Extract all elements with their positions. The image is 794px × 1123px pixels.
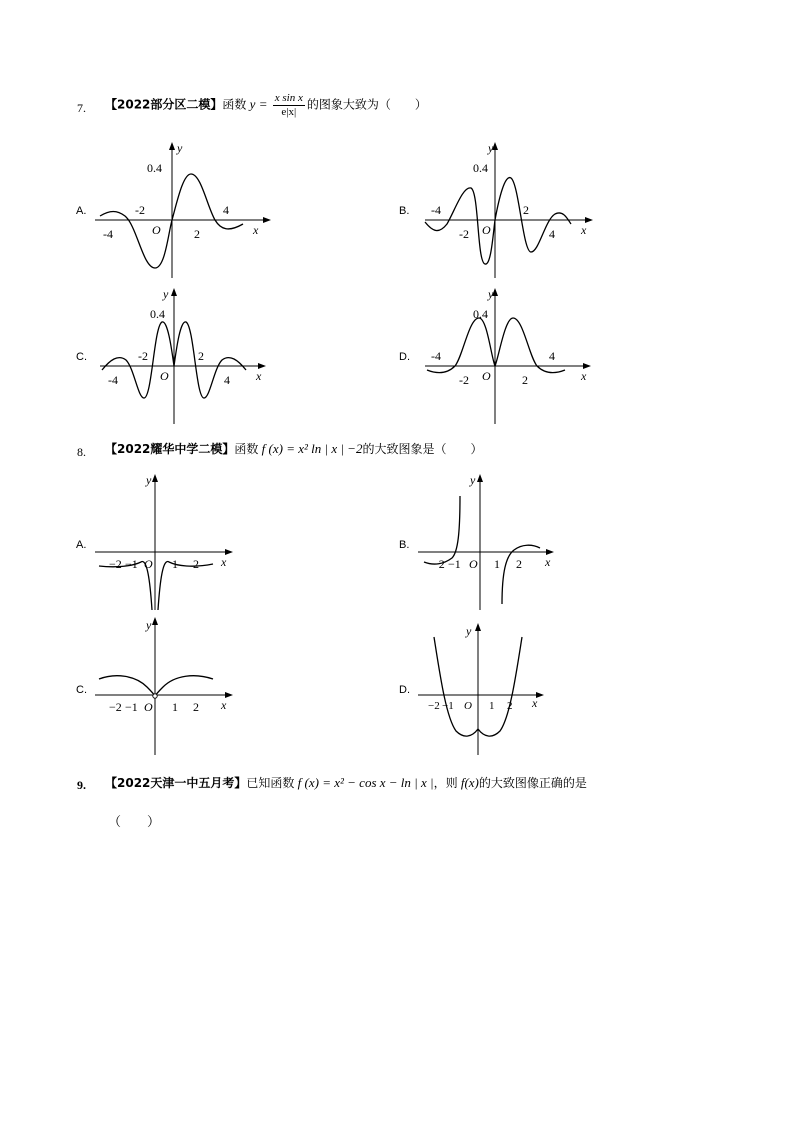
y-axis-label: y — [163, 287, 169, 301]
y-axis-arrow — [475, 623, 481, 631]
tick-label: O — [144, 700, 153, 714]
q7-graph-a — [95, 140, 275, 280]
tick-label: -4 — [431, 349, 441, 363]
q7-graph-b — [425, 140, 595, 280]
q8-option-d-label: D. — [399, 684, 410, 696]
tick-label: −2 — [109, 557, 122, 571]
y-axis-label: y — [488, 141, 494, 155]
tick-label: 2 — [507, 700, 513, 712]
tick-label: 2 — [522, 373, 528, 387]
x-axis-label: x — [256, 369, 262, 383]
tick-label: −2 — [109, 700, 122, 714]
origin-label: O — [152, 223, 161, 237]
q8-number: 8. — [77, 445, 86, 459]
tick-label: −2 — [428, 700, 440, 712]
tick-label: 0.4 — [147, 161, 162, 175]
tick-label: -4 — [103, 227, 113, 241]
tick-label: 2 — [523, 203, 529, 217]
q7-stem — [105, 92, 427, 119]
q7-func-lhs: y = — [249, 96, 268, 112]
q7-text-pre: 函数 — [222, 97, 247, 112]
x-axis-arrow — [263, 217, 271, 223]
x-axis-label: x — [221, 698, 227, 712]
x-axis-label: x — [581, 369, 587, 383]
tick-label: −1 — [442, 700, 454, 712]
q8-stem — [105, 441, 482, 457]
y-axis-label: y — [146, 618, 152, 632]
tick-label: 1 — [172, 700, 178, 714]
q7-frac-den: e|x| — [281, 106, 297, 118]
q8-graph-a — [95, 472, 245, 612]
tick-label: -2 — [459, 227, 469, 241]
q7-graph-d — [425, 286, 595, 426]
tick-label: O — [144, 557, 153, 571]
tick-label: 2 — [516, 557, 522, 571]
y-axis-label: y — [146, 473, 152, 487]
q9-source: 【2022天津一中五月考】 — [105, 776, 247, 790]
tick-label: 4 — [549, 349, 555, 363]
x-axis-label: x — [545, 555, 551, 569]
x-axis-label: x — [532, 696, 538, 710]
origin-hole — [153, 694, 157, 698]
q8-graph-b — [418, 472, 568, 617]
tick-label: 2 — [194, 227, 200, 241]
tick-label: −1 — [448, 557, 461, 571]
q8-option-b-label: B. — [399, 539, 410, 551]
y-axis-arrow — [477, 474, 483, 482]
q8-expr: f (x) = x² ln | x | −2 — [261, 441, 363, 456]
curve-right — [502, 545, 540, 604]
q9-stem — [105, 775, 587, 791]
tick-label: 1 — [489, 700, 495, 712]
q8-graph-c — [95, 615, 245, 760]
q7-option-b-label: B. — [399, 205, 410, 217]
tick-label: 0.4 — [473, 307, 488, 321]
q9-expr: f (x) = x² − cos x − ln | x | — [297, 775, 434, 790]
origin-label: O — [160, 369, 169, 383]
q8-text-post: 的大致图象是（ ） — [362, 442, 483, 456]
y-axis-label: y — [488, 287, 494, 301]
tick-label: 2 — [198, 349, 204, 363]
tick-label: 2 — [193, 557, 199, 571]
q7-graph-c — [100, 286, 280, 426]
q7-source: 【2022部分区二模】 — [105, 97, 223, 112]
x-axis-label: x — [253, 223, 259, 237]
tick-label: O — [464, 700, 472, 712]
curve-left — [424, 496, 460, 564]
y-axis-label: y — [466, 624, 472, 638]
q8-option-a-label: A. — [76, 539, 87, 551]
curve — [99, 676, 213, 696]
curve-right — [158, 562, 213, 610]
q8-text-pre: 函数 — [234, 442, 259, 456]
q7-option-a-label: A. — [76, 205, 87, 217]
q7-option-d-label: D. — [399, 351, 410, 363]
tick-label: 4 — [224, 373, 230, 387]
origin-label: O — [482, 369, 491, 383]
y-axis-arrow — [171, 288, 177, 296]
tick-label: −1 — [125, 700, 138, 714]
x-axis-label: x — [581, 223, 587, 237]
origin-label: O — [482, 223, 491, 237]
y-axis-arrow — [152, 474, 158, 482]
q8-source: 【2022耀华中学二模】 — [105, 442, 235, 456]
x-axis-label: x — [221, 555, 227, 569]
tick-label: -4 — [108, 373, 118, 387]
q7-text-post: 的图象大致为（ ） — [306, 97, 427, 112]
curve — [427, 318, 565, 373]
tick-label: 1 — [172, 557, 178, 571]
q7-option-c-label: C. — [76, 351, 87, 363]
q9-number: 9. — [77, 778, 86, 792]
tick-label: −1 — [125, 557, 138, 571]
tick-label: O — [469, 557, 478, 571]
curve — [425, 178, 571, 265]
q7-fraction — [273, 92, 305, 119]
q9-expr2: f(x) — [460, 775, 479, 790]
tick-label: −2 — [432, 557, 445, 571]
q9-text-post: 的大致图像正确的是 — [478, 776, 587, 790]
q7-frac-num: x sin x — [274, 92, 303, 104]
tick-label: 4 — [223, 203, 229, 217]
y-axis-arrow — [152, 617, 158, 625]
tick-label: 4 — [549, 227, 555, 241]
y-axis-arrow — [169, 142, 175, 150]
q9-text-mid: ，则 — [433, 776, 458, 790]
tick-label: -2 — [138, 349, 148, 363]
y-axis-label: y — [177, 141, 183, 155]
tick-label: 0.4 — [473, 161, 488, 175]
tick-label: -2 — [135, 203, 145, 217]
q8-graph-d — [418, 615, 568, 760]
tick-label: 0.4 — [150, 307, 165, 321]
tick-label: -2 — [459, 373, 469, 387]
q9-answer-paren: （ ） — [108, 815, 161, 830]
q7-number: 7. — [77, 101, 86, 115]
tick-label: 2 — [193, 700, 199, 714]
y-axis-label: y — [470, 473, 476, 487]
q9-text-pre: 已知函数 — [246, 776, 295, 790]
tick-label: 1 — [494, 557, 500, 571]
tick-label: -4 — [431, 203, 441, 217]
q8-option-c-label: C. — [76, 684, 87, 696]
